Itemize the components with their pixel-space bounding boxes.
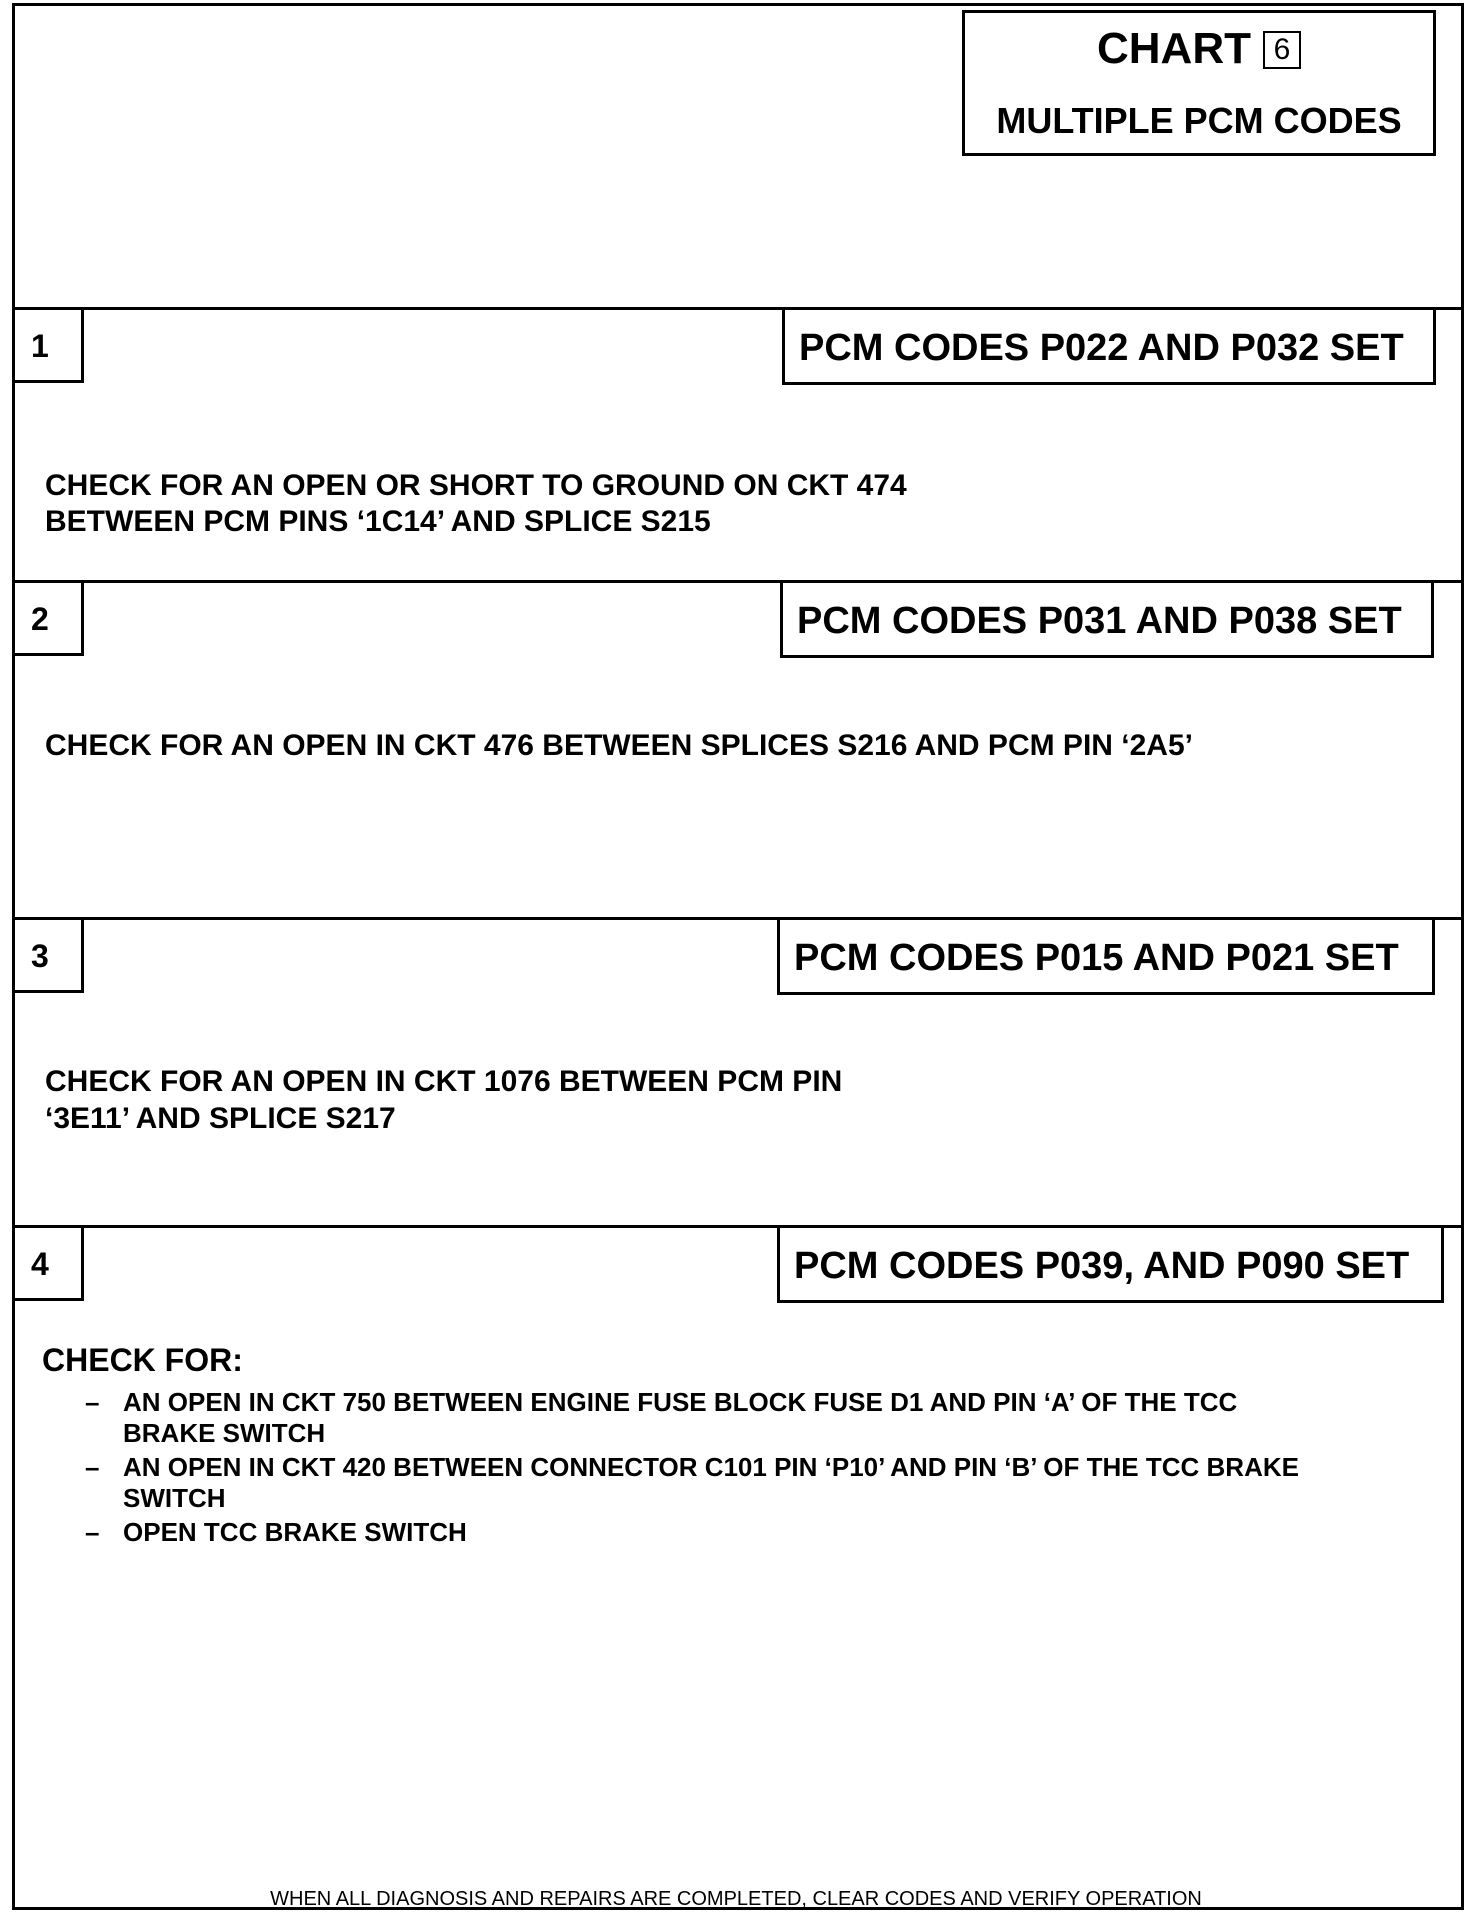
step-heading-3: PCM CODES P015 AND P021 SET [777, 917, 1435, 995]
check-item-line: AN OPEN IN CKT 420 BETWEEN CONNECTOR C101 PIN ‘P10’ AND PIN ‘B’ OF THE TCC BRAKE [123, 1452, 1299, 1482]
step-1-line-1: CHECK FOR AN OPEN OR SHORT TO GROUND ON CKT 474 [45, 469, 907, 502]
step-heading-2: PCM CODES P031 AND P038 SET [780, 580, 1434, 658]
step-heading-1: PCM CODES P022 AND P032 SET [782, 307, 1436, 385]
check-item-line: OPEN TCC BRAKE SWITCH [123, 1517, 467, 1547]
check-for-label: CHECK FOR: [42, 1342, 243, 1378]
chart-title-text: CHART [1097, 24, 1251, 73]
chart-number-badge: 6 [1263, 31, 1301, 69]
step-heading-4: PCM CODES P039, AND P090 SET [777, 1225, 1444, 1303]
check-item [85, 1452, 1299, 1514]
chart-subtitle: MULTIPLE PCM CODES [996, 100, 1402, 141]
step-3-line-1: CHECK FOR AN OPEN IN CKT 1076 BETWEEN PCM PIN [45, 1065, 843, 1098]
dash-bullet: – [85, 1387, 100, 1417]
check-item-line: AN OPEN IN CKT 750 BETWEEN ENGINE FUSE BLOCK FUSE D1 AND PIN ‘A’ OF THE TCC [123, 1387, 1238, 1417]
check-list [85, 1387, 1299, 1551]
step-3-line-2: ‘3E11’ AND SPLICE S217 [45, 1102, 396, 1135]
check-item [85, 1517, 1299, 1548]
check-item-line: SWITCH [123, 1483, 226, 1513]
dash-bullet: – [85, 1452, 100, 1482]
footer-note: WHEN ALL DIAGNOSIS AND REPAIRS ARE COMPLETED, CLEAR CODES AND VERIFY OPERATION [270, 1888, 1202, 1910]
step-number-3: 3 [12, 917, 84, 993]
check-item-line: BRAKE SWITCH [123, 1418, 326, 1448]
step-1-line-2: BETWEEN PCM PINS ‘1C14’ AND SPLICE S215 [45, 505, 711, 538]
check-item [85, 1387, 1299, 1449]
step-number-1: 1 [12, 307, 84, 383]
step-2-line-1: CHECK FOR AN OPEN IN CKT 476 BETWEEN SPLICES S216 AND PCM PIN ‘2A5’ [45, 729, 1193, 762]
chart-title-block [962, 10, 1436, 156]
step-number-4: 4 [12, 1225, 84, 1301]
step-number-2: 2 [12, 580, 84, 656]
dash-bullet: – [85, 1517, 100, 1547]
chart-title [965, 24, 1433, 73]
